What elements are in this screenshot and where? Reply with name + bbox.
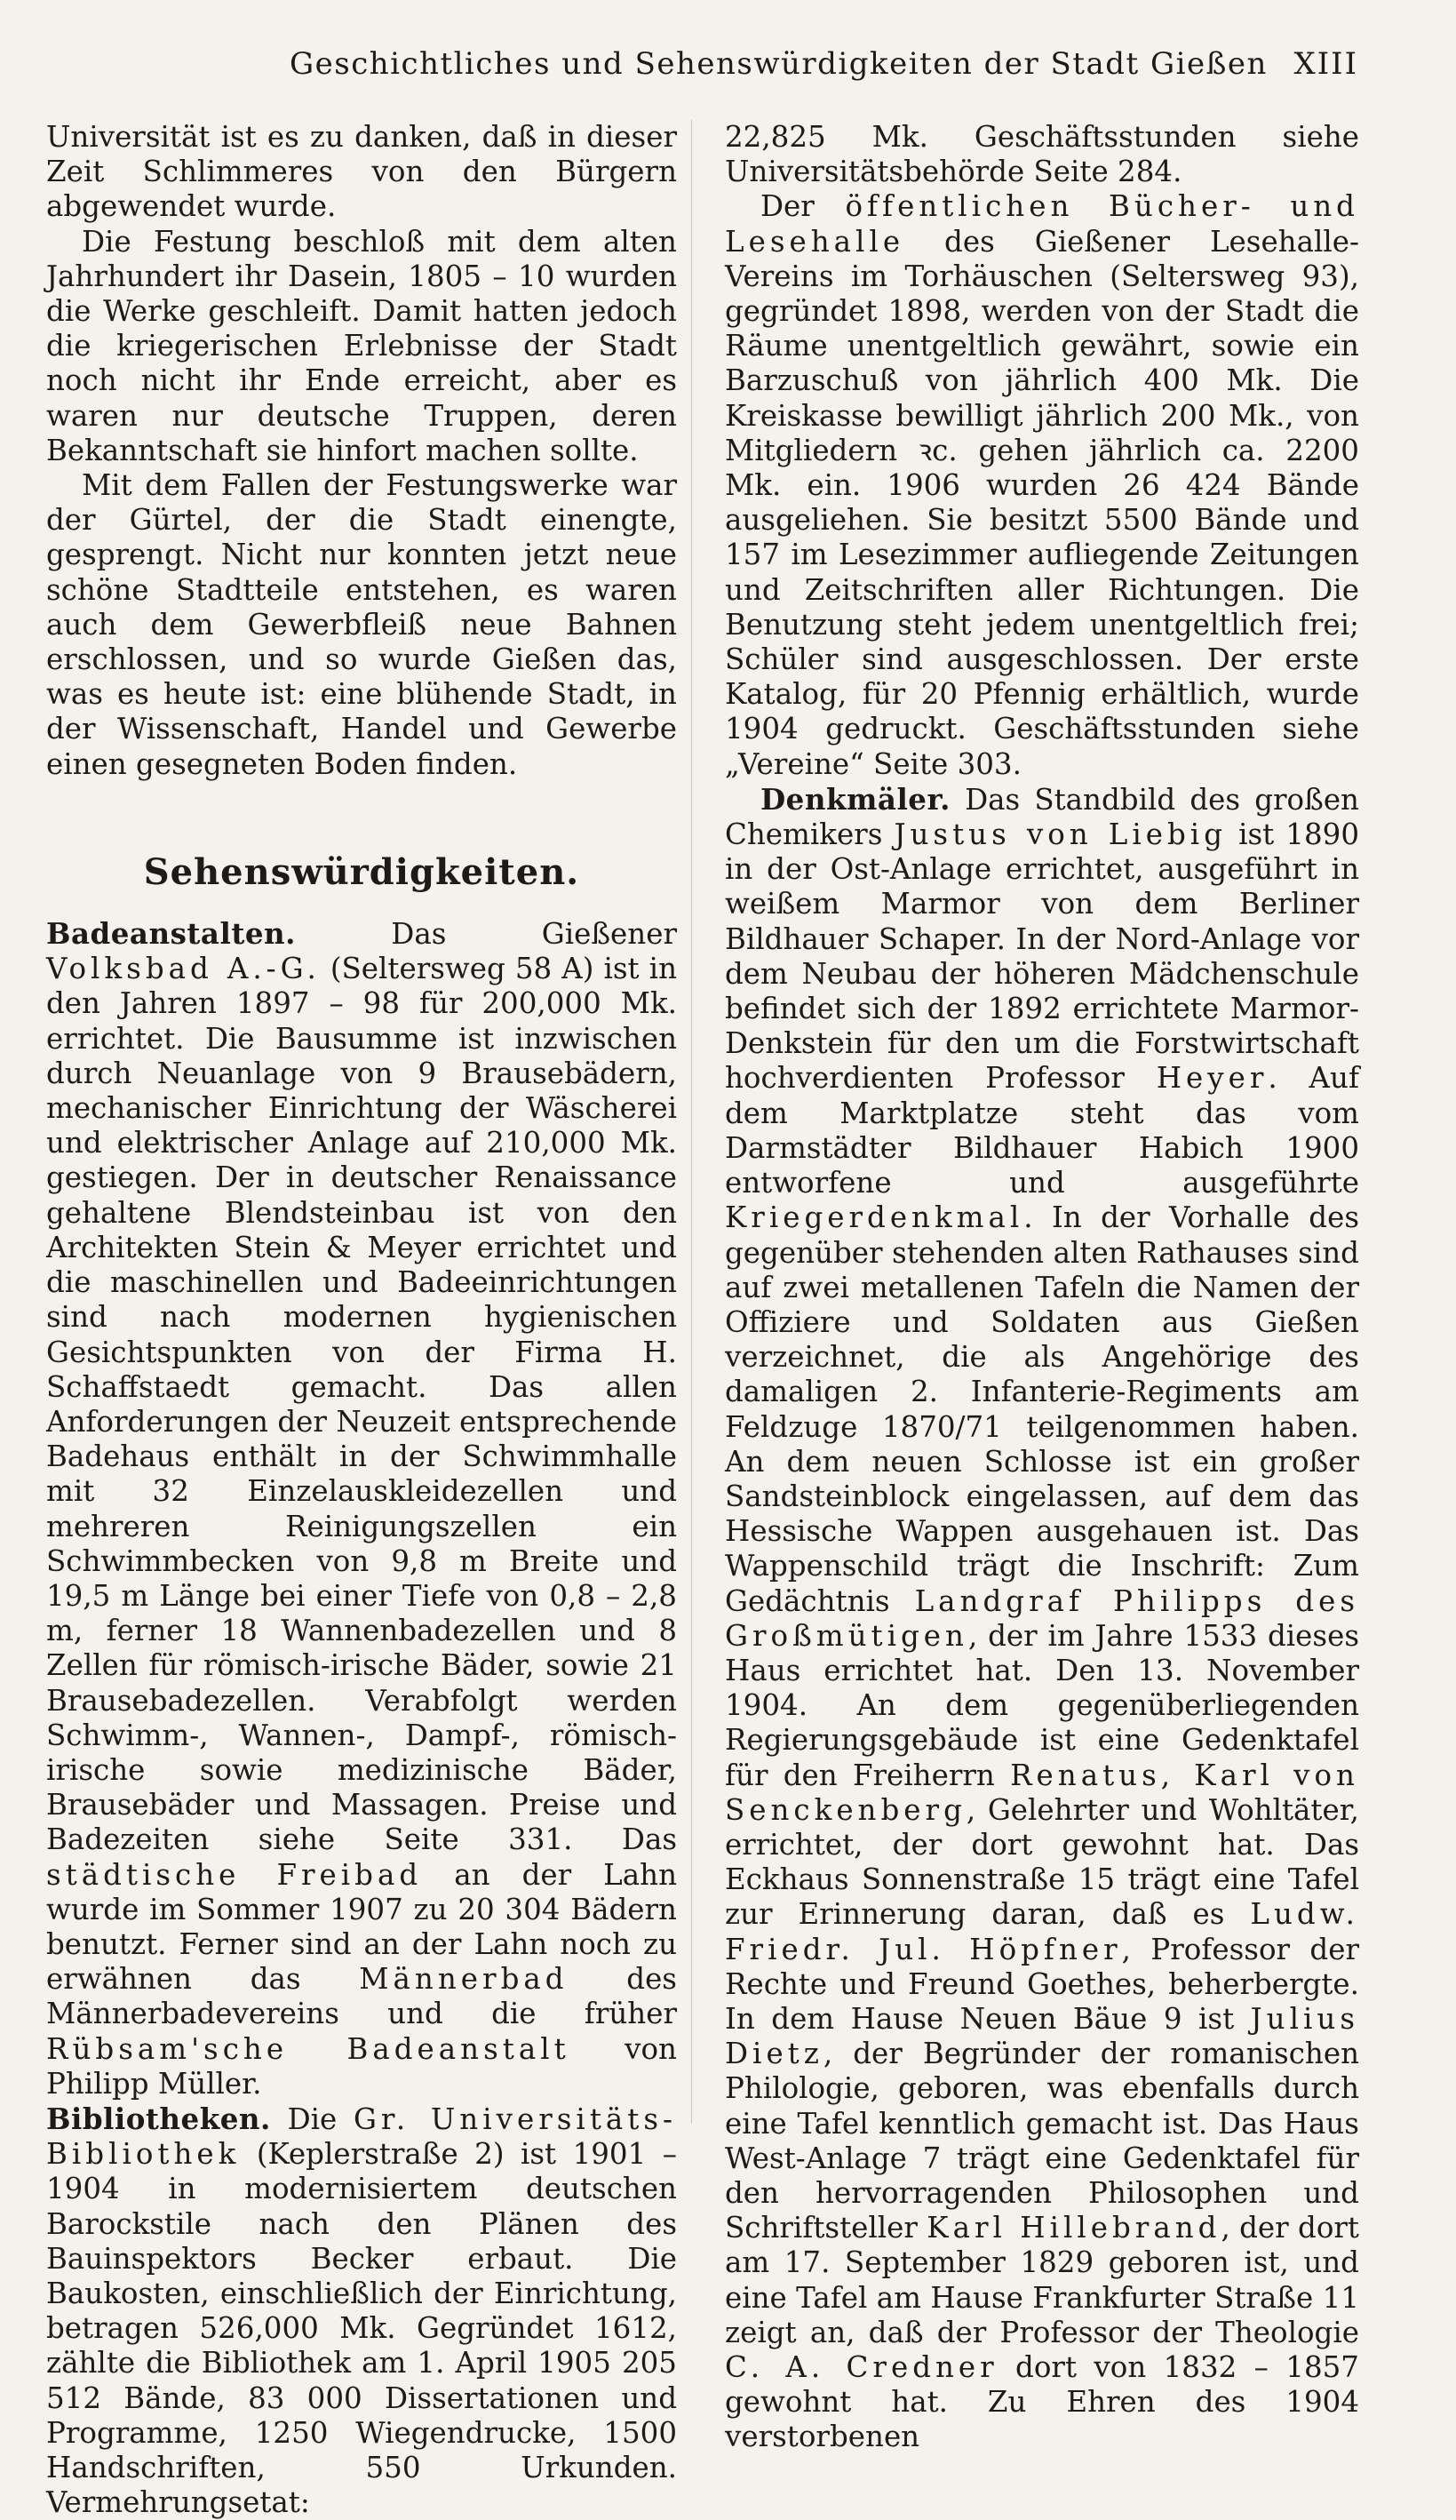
text-segment: Das Standbild des großen Chemikers bbox=[725, 782, 1359, 852]
page-number: XIII bbox=[1293, 46, 1358, 82]
spaced-name-volksbad: Volksbad A.-G. bbox=[46, 952, 321, 986]
text-segment: (Seltersweg 58 A) ist in den Jahren 1897 – 98 für 200,000 Mk. errichtet. Die Bausumme ist inzwischen durch Neuanlage von 9 Brausebädern, mechanischer Einrichtung der Wäscherei und elektrischer Anlage auf 210,000 Mk. gestiegen. Der in deutscher Renaissance gehaltene Blendsteinbau ist von den Architekten Stein & Meyer errichtet und die maschinellen und Badeeinrichtungen sind nach modernen hygienischen Gesichtspunkten von der Firma H. Schaffstaedt gemacht. Das allen Anforderungen der Neuzeit entsprechende Badehaus enthält in der Schwimmhalle mit 32 Einzelauskleidezellen und mehreren Reinigungszellen ein Schwimmbecken von 9,8 m Breite und 19,5 m Länge bei einer Tiefe von 0,8 – 2,8 m, ferner 18 Wannenbadezellen und 8 Zellen für römisch-irische Bäder, sowie 21 Brausebadezellen. Verabfolgt werden Schwimm-, Wannen-, Dampf-, römisch-irische sowie medizinische Bäder, Brausebäder und Massagen. Preise und Badezeiten siehe Seite 331. Das bbox=[46, 952, 677, 1857]
paragraph-badeanstalten bbox=[46, 916, 677, 2101]
text-segment: , der Begründer der romanischen Philologie, geboren, was ebenfalls durch eine Tafel kenntlich gemacht ist. Das Haus West-Anlage 7 trägt eine Gedenktafel für den hervorragenden Philosophen und Schriftsteller bbox=[725, 2037, 1359, 2245]
spaced-name-liebig: Justus von Liebig bbox=[894, 817, 1227, 852]
text-segment: Der bbox=[760, 189, 846, 224]
text-segment: ist 1890 in der Ost-Anlage errichtet, ausgeführt in weißem Marmor von dem Berliner Bildhauer Schaper. In der Nord-Anlage vor dem Neubau der höheren Mädchenschule befindet sich der 1892 errichtete Marmor-Denkstein für den um die Forstwirtschaft hochverdienten Professor bbox=[725, 817, 1359, 1096]
text-segment: Das Gießener bbox=[295, 917, 677, 952]
text-segment: Die bbox=[270, 2101, 354, 2136]
text-segment: . In der Vorhalle des gegenüber stehenden alten Rathauses sind auf zwei metallenen Tafeln die Namen der Offiziere und Soldaten aus Gießen verzeichnet, die als Angehörige des damaligen 2. Infanterie-Regiments am Feldzuge 1870/71 teilgenommen haben. An dem neuen Schlosse ist ein großer Sandsteinblock eingelassen, auf dem das Hessische Wappen ausgehauen ist. Das Wappenschild trägt die Inschrift: Zum Gedächtnis bbox=[725, 1200, 1359, 1618]
running-title: Geschichtliches und Sehenswürdigkeiten der Stadt Gießen bbox=[290, 46, 1268, 82]
text-segment: dort von 1832 – 1857 gewohnt hat. Zu Ehren des 1904 verstorbenen bbox=[725, 2350, 1359, 2454]
spaced-name-freibad: städtische Freibad bbox=[46, 1857, 423, 1892]
text-segment: , Professor der Rechte und Freund Goethes, beherbergte. In dem Hause Neuen Bäue 9 ist bbox=[725, 1932, 1359, 2036]
spaced-name-hillebrand: Karl Hillebrand bbox=[927, 2211, 1221, 2245]
text-segment: an der Lahn wurde im Sommer 1907 zu 20 304 Bädern benutzt. Ferner sind an der Lahn noch zu erwähnen das bbox=[46, 1857, 677, 1997]
keyword-bibliotheken: Bibliotheken. bbox=[46, 2101, 271, 2136]
section-heading-sehenswuerdigkeiten: Sehenswürdigkeiten. bbox=[143, 850, 580, 893]
spaced-name-dietz: Julius Dietz bbox=[725, 2001, 1359, 2071]
right-column bbox=[725, 120, 1359, 2455]
text-segment: , der dort am 17. September 1829 geboren ist, und eine Tafel am Hause Frankfurter Straße 11 zeigt an, daß der Professor der Theologie bbox=[725, 2211, 1359, 2349]
spaced-name-heyer: Heyer bbox=[1156, 1061, 1269, 1096]
keyword-badeanstalten: Badeanstalten. bbox=[46, 916, 296, 952]
paragraph-universitaet: Universität ist es zu danken, daß in dieser Zeit Schlimmeres von den Bürgern abgewendet wurde. bbox=[46, 120, 677, 224]
left-column bbox=[46, 120, 677, 2520]
column-divider bbox=[691, 120, 692, 2124]
text-segment: . Auf dem Marktplatze steht das vom Darmstädter Bildhauer Habich 1900 entworfene und ausgeführte bbox=[725, 1061, 1359, 1200]
paragraph-denkmaeler bbox=[725, 782, 1359, 2455]
paragraph-festung: Die Festung beschloß mit dem alten Jahrhundert ihr Dasein, 1805 – 10 wurden die Werke geschleift. Damit hatten jedoch die kriegerischen Erlebnisse der Stadt noch nicht ihr Ende erreicht, aber es waren nur deutsche Truppen, deren Bekanntschaft sie hinfort machen sollte. bbox=[46, 224, 677, 467]
text-segment: des Männerbadevereins und die früher bbox=[46, 1962, 677, 2031]
keyword-denkmaeler: Denkmäler. bbox=[760, 781, 951, 817]
running-head bbox=[0, 46, 1456, 100]
paragraph-bibliotheken bbox=[46, 2101, 677, 2520]
spaced-name-hoepfner: Ludw. Friedr. Jul. Höpfner bbox=[725, 1897, 1359, 1966]
spaced-name-universitaetsbibliothek: Gr. Universitäts-Bibliothek bbox=[46, 2101, 677, 2172]
text-segment: von Philipp Müller. bbox=[46, 2031, 677, 2101]
spaced-name-credner: C. A. Credner bbox=[725, 2350, 999, 2384]
text-segment: , Gelehrter und Wohltäter, errichtet, der dort gewohnt hat. Das Eckhaus Sonnenstraße 15 trägt eine Tafel zur Erinnerung daran, daß es bbox=[725, 1792, 1359, 1932]
spaced-name-lesehalle: öffentlichen Bücher- und Lesehalle bbox=[725, 189, 1359, 259]
text-segment: , der im Jahre 1533 dieses Haus errichtet hat. Den 13. November 1904. An dem gegenüberliegenden Regierungsgebäude ist eine Gedenktafel für den Freiherrn bbox=[725, 1618, 1359, 1792]
paragraph-festungswerke: Mit dem Fallen der Festungswerke war der Gürtel, der die Stadt einengte, gesprengt. Nicht nur konnten jetzt neue schöne Stadtteile entstehen, es waren auch dem Gewerbfleiß neue Bahnen erschlossen, und so wurde Gießen das, was es heute ist: eine blühende Stadt, in der Wissenschaft, Handel und Gewerbe einen gesegneten Boden finden. bbox=[46, 468, 677, 781]
paragraph-lesehalle bbox=[725, 189, 1359, 781]
text-segment: (Keplerstraße 2) ist 1901 – 1904 in modernisiertem deutschen Barockstile nach den Plänen des Bauinspektors Becker erbaut. Die Baukosten, einschließlich der Einrichtung, betragen 526,000 Mk. Gegründet 1612, zählte die Bibliothek am 1. April 1905 205 512 Bände, 83 000 Dissertationen und Programme, 1250 Wiegendrucke, 1500 Handschriften, 550 Urkunden. Vermehrungsetat: bbox=[46, 2137, 677, 2520]
spaced-name-landgraf-philipp: Landgraf Philipps des Großmütigen bbox=[725, 1583, 1359, 1653]
spaced-name-kriegerdenkmal: Kriegerdenkmal bbox=[725, 1200, 1024, 1235]
text-segment: des Gießener Lesehalle-Vereins im Torhäuschen (Seltersweg 93), gegründet 1898, werden von der Stadt die Räume unentgeltlich gewährt, sowie ein Barzuschuß von jährlich 400 Mk. Die Kreiskasse bewilligt jährlich 200 Mk., von Mitgliedern ꝛc. gehen jährlich ca. 2200 Mk. ein. 1906 wurden 26 424 Bände ausgeliehen. Sie besitzt 5500 Bände und 157 im Lesezimmer aufliegende Zeitungen und Zeitschriften aller Richtungen. Die Benutzung steht jedem unentgeltlich frei; Schüler sind ausgeschlossen. Der erste Katalog, für 20 Pfennig erhältlich, wurde 1904 gedruckt. Geschäftsstunden siehe „Vereine“ Seite 303. bbox=[725, 224, 1359, 781]
spaced-name-ruebsam: Rübsam'sche Badeanstalt bbox=[46, 2031, 570, 2066]
paragraph-vermehrungsetat: 22,825 Mk. Geschäftsstunden siehe Universitätsbehörde Seite 284. bbox=[725, 120, 1359, 189]
spaced-name-senckenberg: Renatus, Karl von Senckenberg bbox=[725, 1758, 1359, 1827]
spaced-name-maennerbad: Männerbad bbox=[359, 1962, 569, 1997]
